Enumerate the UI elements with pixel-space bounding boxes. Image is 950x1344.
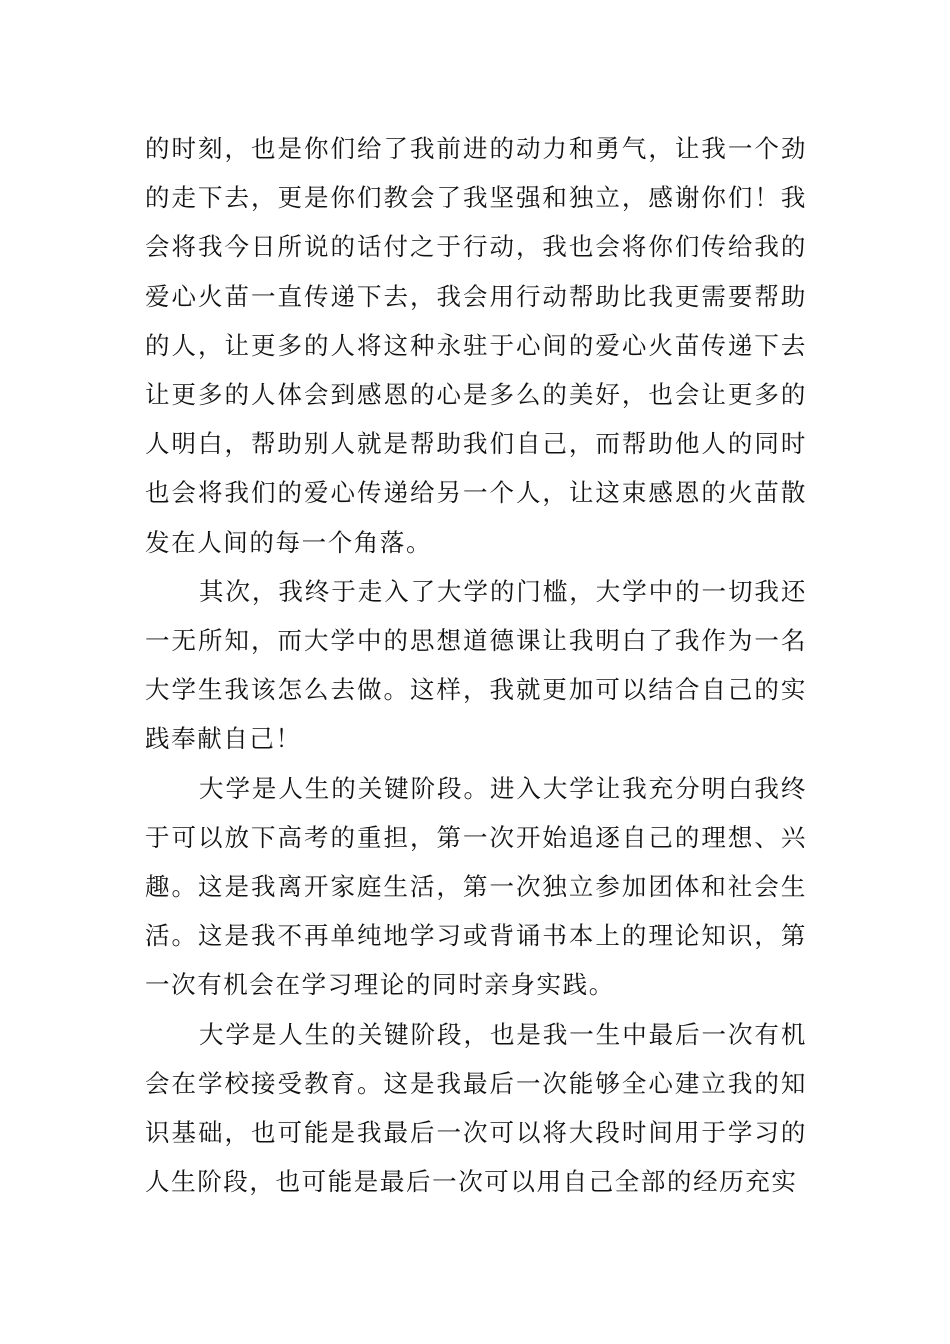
paragraph-continued: 的时刻，也是你们给了我前进的动力和勇气，让我一个劲的走下去，更是你们教会了我坚强和独立，感谢你们！我会将我今日所说的话付之于行动，我也会将你们传给我的爱心火苗一直传递下去，我会用行动帮助比我更需要帮助的人，让更多的人将这种永驻于心间的爱心火苗传递下去让更多的人体会到感恩的心是多么的美好，也会让更多的人明白，帮助别人就是帮助我们自己，而帮助他人的同时也会将我们的爱心传递给另一个人，让这束感恩的火苗散发在人间的每一个角落。 — [145, 134, 807, 557]
paragraph-secondly: 其次，我终于走入了大学的门槛，大学中的一切我还一无所知，而大学中的思想道德课让我明白了我作为一名大学生我该怎么去做。这样，我就更加可以结合自己的实践奉献自己！ — [145, 576, 807, 754]
paragraph-key-stage: 大学是人生的关键阶段。进入大学让我充分明白我终于可以放下高考的重担，第一次开始追逐自己的理想、兴趣。这是我离开家庭生活，第一次独立参加团体和社会生活。这是我不再单纯地学习或背诵书本上的理论知识，第一次有机会在学习理论的同时亲身实践。 — [145, 773, 807, 1000]
paragraph-last-chance: 大学是人生的关键阶段，也是我一生中最后一次有机会在学校接受教育。这是我最后一次能够全心建立我的知识基础，也可能是我最后一次可以将大段时间用于学习的人生阶段，也可能是最后一次可以用自己全部的经历充实 — [145, 1019, 807, 1197]
document-body — [145, 124, 807, 1206]
